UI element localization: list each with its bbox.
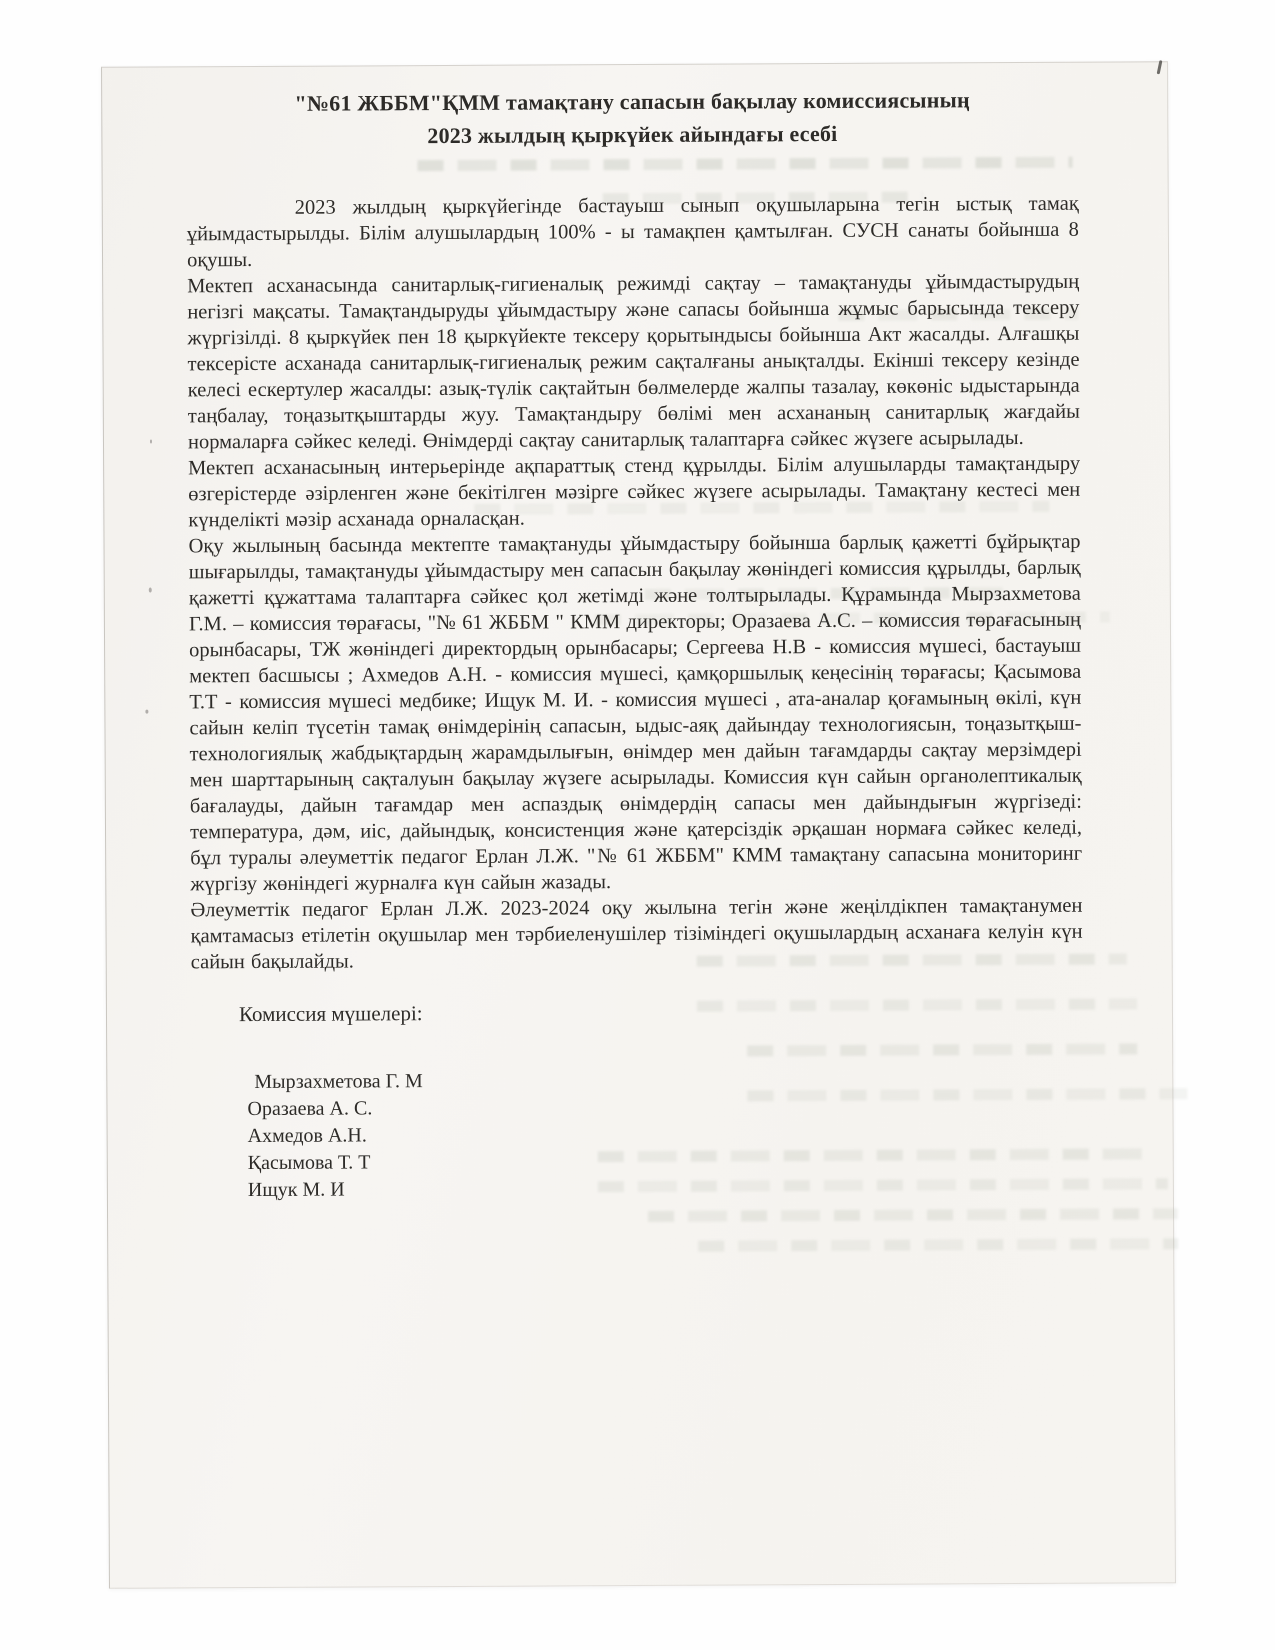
body-paragraph: Әлеуметтік педагог Ерлан Л.Ж. 2023-2024 оқу жылына тегін және жеңілдікпен тамақтанумен қамтамасыз етілетін оқушылар мен тәрбиеленушілер тізіміндегі оқушылардың асханаға келуін күн сайын бақылайды. bbox=[190, 894, 1083, 974]
member-name: Қасымова Т. Т bbox=[247, 1151, 371, 1175]
scan-speck bbox=[145, 710, 148, 714]
member-name: Ищук М. И bbox=[247, 1178, 345, 1202]
members-list bbox=[247, 1065, 1084, 1204]
body-paragraph: 2023 жылдың қыркүйегінде бастауыш сынып оқушыларына тегін ыстық тамақ ұйымдастырылды. Білім алушылардың 100% - ы тамақпен қамтылған. СУСН санаты бойынша 8 оқушы. bbox=[186, 192, 1079, 272]
body-paragraph: Мектеп асханасында санитарлық-гигиеналық режимді сақтау – тамақтануды ұйымдастырудың негізгі мақсаты. Тамақтандыруды ұйымдастыру және сапасы бойынша жұмыс барысында тексеру жүргізілді. 8 қыркүйек пен 18 қыркүйекте тексеру қорытындысы бойынша Акт жасалды. Алғашқы тексерісте асханада санитарлық-гигиеналық режим сақталғаны анықталды. Екінші тексеру кезінде келесі ескертулер жасалды: азық-түлік сақтайтын бөлмелерде жалпы тазалау, көкөніс ыдыстарында таңбалау, тоңазытқыштарды жуу. Тамақтандыру бөлімі мен асхананың санитарлық жағдайы нормаларға сәйкес келеді. Өнімдерді сақтау санитарлық талаптарға сәйкес жүзеге асырылады. bbox=[187, 270, 1080, 454]
scanned-page bbox=[101, 61, 1176, 1589]
bleed-through-artifact bbox=[648, 1208, 1178, 1222]
document-body bbox=[187, 191, 1083, 976]
document-title-line-1: "№61 ЖББМ"ҚММ тамақтану сапасын бақылау комиссиясының bbox=[294, 87, 970, 116]
document-title-line-2: 2023 жылдың қыркүйек айындағы есебі bbox=[427, 120, 838, 149]
body-paragraph: Мектеп асханасының интерьерінде ақпараттық стенд құрылды. Білім алушыларды тамақтандыру өзгерістерде әзірленген және бекітілген мәзірге сәйкес жүзеге асырылады. Тамақтану кестесі мен күнделікті мәзір асханада орналасқан. bbox=[188, 452, 1081, 532]
document-content bbox=[186, 83, 1084, 1205]
member-name: Оразаева А. С. bbox=[247, 1097, 373, 1121]
scan-speck bbox=[150, 440, 152, 444]
member-name: Мырзахметова Г. М bbox=[254, 1070, 423, 1094]
bleed-through-artifact bbox=[698, 1238, 1178, 1252]
document-title bbox=[186, 83, 1078, 154]
members-heading: Комиссия мүшелері: bbox=[238, 1001, 423, 1027]
scan-artifact bbox=[1157, 60, 1163, 74]
scan-speck bbox=[149, 588, 152, 593]
member-name: Ахмедов А.Н. bbox=[247, 1124, 367, 1148]
body-paragraph: Оқу жылының басында мектепте тамақтануды ұйымдастыру бойынша барлық қажетті бұйрықтар шығарылды, тамақтануды ұйымдастыру мен сапасын бақылау жөніндегі комиссия құрылды, барлық қажетті құжаттама талаптарға сәйкес қол жетімді және толтырылады. Құрамында Мырзахметова Г.М. – комиссия төрағасы, "№ 61 ЖББМ " КММ директоры; Оразаева А.С. – комиссия төрағасының орынбасары, ТЖ жөніндегі директордың орынбасары; Сергеева Н.В - комиссия мүшесі, бастауыш мектеп басшысы ; Ахмедов А.Н. - комиссия мүшесі, қамқоршылық кеңесінің төрағасы; Қасымова Т.Т - комиссия мүшесі медбике; Ищук М. И. - комиссия мүшесі , ата-аналар қоғамының өкілі, күн сайын келіп түсетін тамақ өнімдерінің сапасын, ыдыс-аяқ дайындау технологиясын, тоңазытқыш-технологиялық жабдықтардың жарамдылығын, өнімдер мен дайын тағамдарды сақтау мерзімдері мен шарттарының сақталуын бақылау жүзеге асырылады. Комиссия күн сайын органолептикалық бағалауды, дайын тағамдар мен аспаздық өнімдердің сапасы мен дайындығын жүргізеді: температура, дәм, иіс, дайындық, консистенция және қатерсіздік әрқашан нормаға сәйкес келеді, бұл туралы әлеуметтік педагог Ерлан Л.Ж. "№ 61 ЖББМ" КММ тамақтану сапасына мониторинг жүргізу жөніндегі журналға күн сайын жазады. bbox=[188, 530, 1083, 896]
